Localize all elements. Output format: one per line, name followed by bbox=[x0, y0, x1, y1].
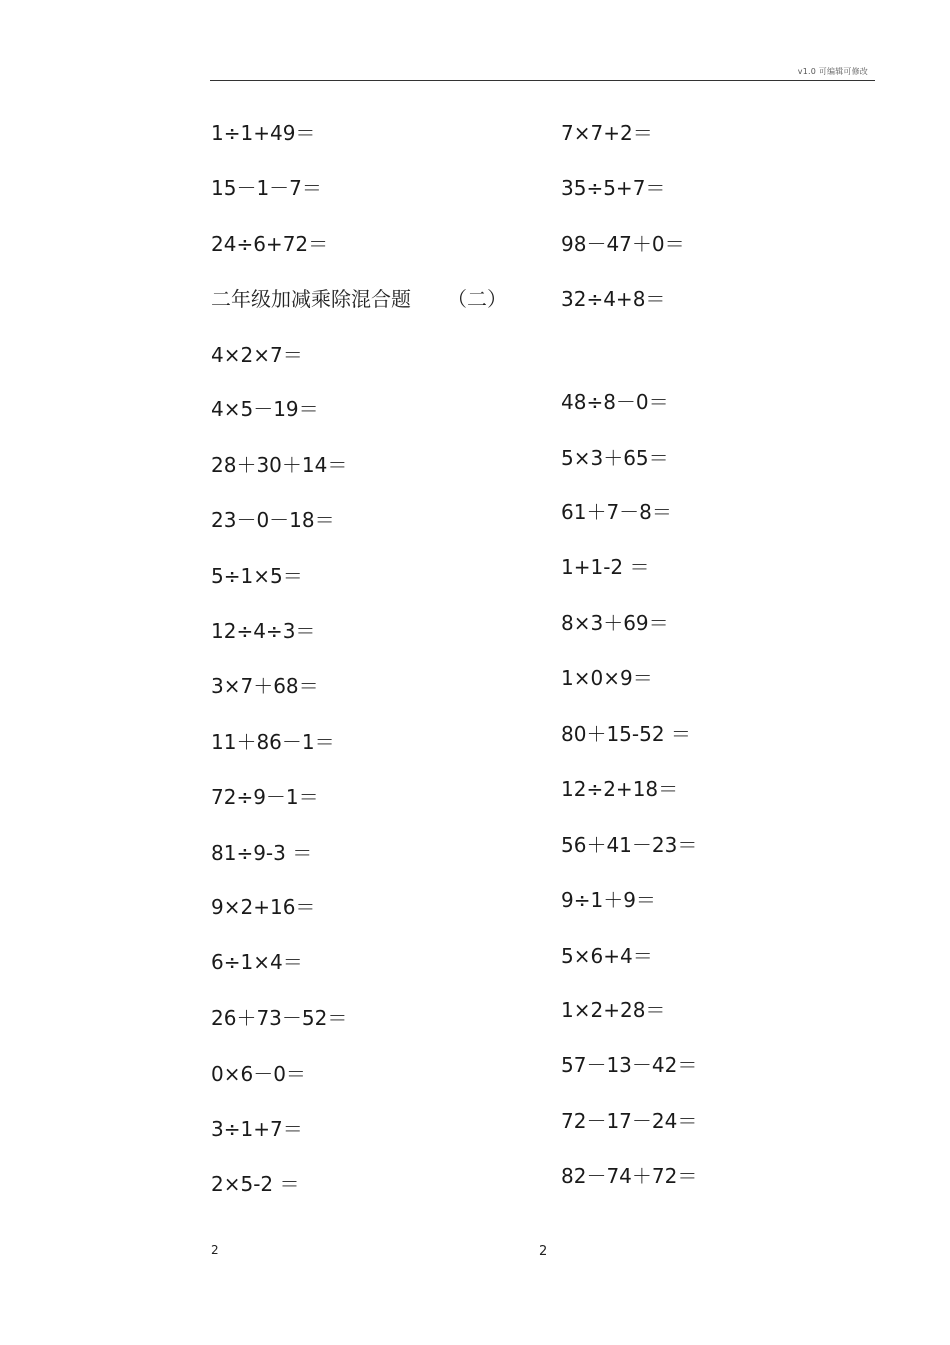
math-problem: 82－74＋72＝ bbox=[561, 1164, 698, 1188]
math-problem: 1×0×9＝ bbox=[561, 666, 653, 690]
section-title-suffix: （二） bbox=[447, 287, 507, 311]
math-problem: 5×3＋65＝ bbox=[561, 446, 669, 470]
math-problem: 57－13－42＝ bbox=[561, 1053, 698, 1077]
section-title bbox=[211, 287, 507, 311]
math-problem: 1×2+28＝ bbox=[561, 998, 666, 1022]
math-problem: 56＋41－23＝ bbox=[561, 833, 698, 857]
header-version-text: v1.0 可编辑可修改 bbox=[797, 67, 868, 76]
math-problem: 12÷4÷3＝ bbox=[211, 619, 316, 643]
math-problem: 81÷9-3 ＝ bbox=[211, 841, 313, 865]
math-problem: 9×2+16＝ bbox=[211, 895, 316, 919]
math-problem: 48÷8－0＝ bbox=[561, 390, 669, 414]
math-problem: 26＋73－52＝ bbox=[211, 1006, 348, 1030]
math-problem: 9÷1＋9＝ bbox=[561, 888, 656, 912]
math-problem: 1+1-2 ＝ bbox=[561, 555, 650, 579]
math-problem: 12÷2+18＝ bbox=[561, 777, 679, 801]
math-problem: 15－1－7＝ bbox=[211, 176, 322, 200]
math-problem: 32÷4+8＝ bbox=[561, 287, 666, 311]
page-number-center: 2 bbox=[539, 1244, 548, 1259]
math-problem: 8×3＋69＝ bbox=[561, 611, 669, 635]
math-problem: 61＋7－8＝ bbox=[561, 500, 672, 524]
math-problem: 98－47＋0＝ bbox=[561, 232, 685, 256]
math-problem: 1÷1+49＝ bbox=[211, 121, 316, 145]
math-problem: 23－0－18＝ bbox=[211, 508, 335, 532]
math-problem: 35÷5+7＝ bbox=[561, 176, 666, 200]
math-problem: 3×7＋68＝ bbox=[211, 674, 319, 698]
math-problem: 6÷1×4＝ bbox=[211, 950, 303, 974]
math-problem: 24÷6+72＝ bbox=[211, 232, 329, 256]
math-problem: 0×6－0＝ bbox=[211, 1062, 306, 1086]
math-problem: 11＋86－1＝ bbox=[211, 730, 335, 754]
math-problem: 72÷9－1＝ bbox=[211, 785, 319, 809]
math-problem: 5÷1×5＝ bbox=[211, 564, 303, 588]
math-problem: 28＋30＋14＝ bbox=[211, 453, 348, 477]
math-problem: 2×5-2 ＝ bbox=[211, 1172, 300, 1196]
math-problem: 7×7+2＝ bbox=[561, 121, 653, 145]
header-divider bbox=[210, 80, 875, 81]
math-problem: 3÷1+7＝ bbox=[211, 1117, 303, 1141]
math-problem: 5×6+4＝ bbox=[561, 944, 653, 968]
section-title-main: 二年级加减乘除混合题 bbox=[211, 287, 411, 311]
math-problem: 4×5－19＝ bbox=[211, 397, 319, 421]
page-number-left: 2 bbox=[211, 1243, 219, 1257]
math-problem: 4×2×7＝ bbox=[211, 343, 303, 367]
math-problem: 72－17－24＝ bbox=[561, 1109, 698, 1133]
math-problem: 80＋15-52 ＝ bbox=[561, 722, 691, 746]
